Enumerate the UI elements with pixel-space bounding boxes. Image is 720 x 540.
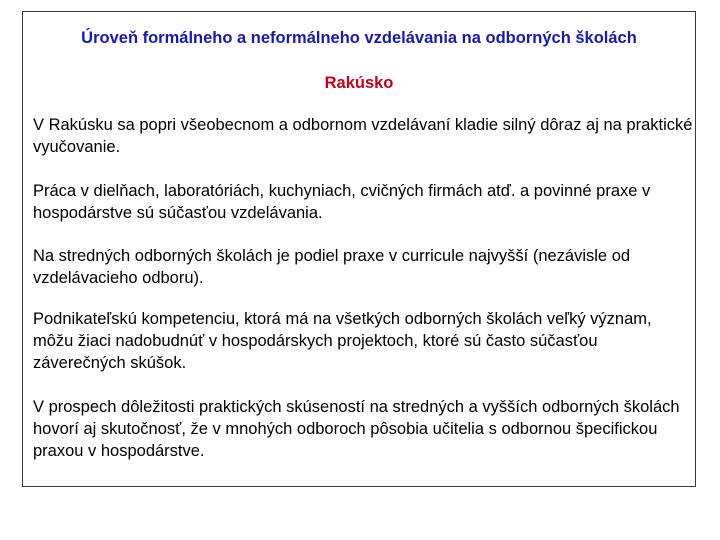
paragraph-practical-experience: V prospech dôležitosti praktických skúseností na stredných a vyšších odborných školách hovorí aj skutočnosť, že v mnohých odboroch pôsobia učitelia s odbornou špecifickou praxou v hospodárstve. (33, 398, 680, 460)
paragraph-workshops: Práca v dielňach, laboratóriách, kuchyniach, cvičných firmách atď. a povinné praxe v hospodárstve sú súčasťou vzdelávania. (33, 182, 651, 222)
paragraph-practical-teaching: V Rakúsku sa popri všeobecnom a odbornom vzdelávaní kladie silný dôraz aj na praktické vyučovanie. (33, 116, 693, 156)
page-title: Úroveň formálneho a neformálneho vzdelávania na odborných školách (81, 29, 637, 47)
page-subtitle: Rakúsko (324, 74, 394, 92)
paragraph-practice-share: Na stredných odborných školách je podiel praxe v curricule najvyšší (nezávisle od vzdelávacieho odboru). (33, 247, 631, 287)
paragraph-entrepreneurship: Podnikateľskú kompetenciu, ktorá má na všetkých odborných školách veľký význam, môžu žiaci nadobudnúť v hospodárskych projektoch, ktoré sú často súčasťou záverečných skúšok. (33, 310, 652, 372)
slide-frame (22, 11, 696, 487)
